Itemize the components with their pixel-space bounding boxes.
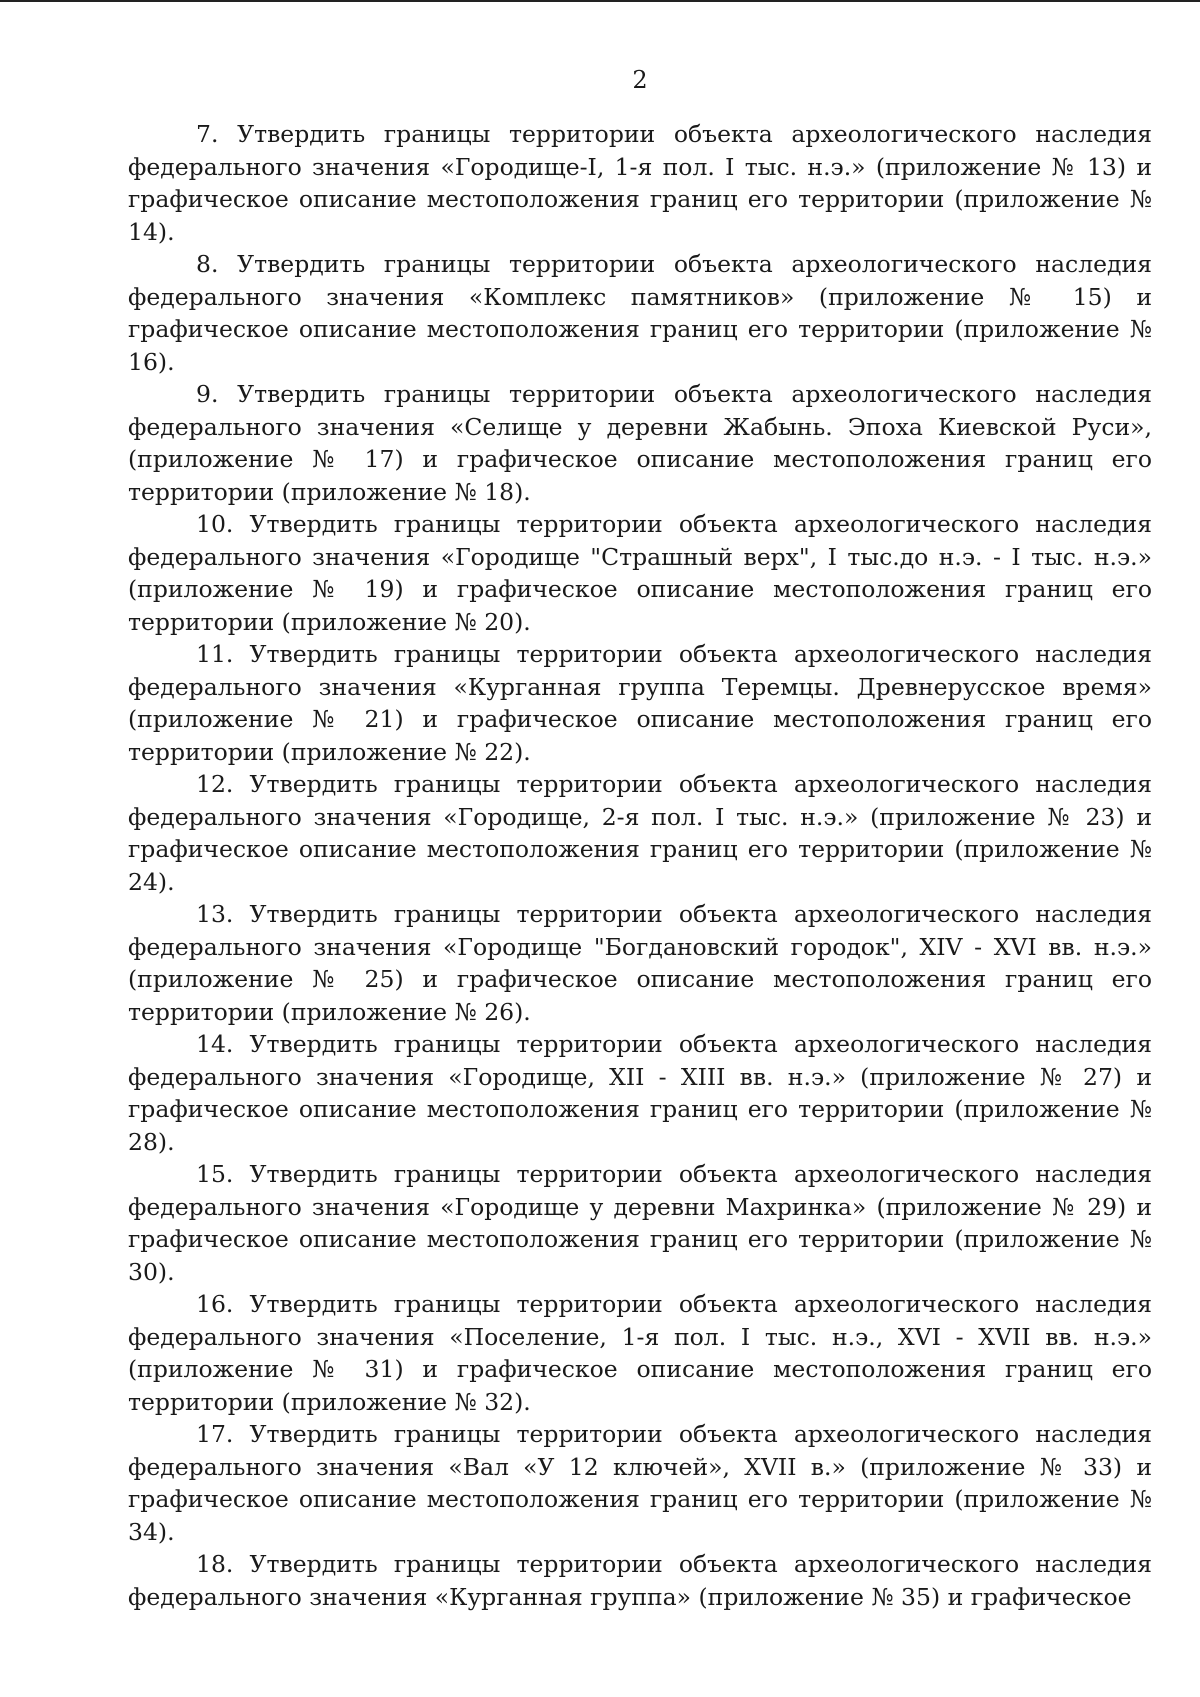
- paragraph-7: 7. Утвердить границы территории объекта археологического наследия федерального значения «Городище-I, 1-я пол. I тыс. н.э.» (приложение № 13) и графическое описание местоположения границ его территории (приложение № 14).: [128, 120, 1152, 246]
- paragraph-17: 17. Утвердить границы территории объекта археологического наследия федерального значения «Вал «У 12 ключей», XVII в.» (приложение № 33) и графическое описание местоположения границ его территории (приложение № 34).: [128, 1420, 1152, 1546]
- top-edge-line: [0, 0, 1200, 2]
- paragraph-8: 8. Утвердить границы территории объекта археологического наследия федерального значения «Комплекс памятников» (приложение № 15) и графическое описание местоположения границ его территории (приложение № 16).: [128, 250, 1152, 376]
- paragraph-18: 18. Утвердить границы территории объекта археологического наследия федерального значения «Курганная группа» (приложение № 35) и графическое: [128, 1550, 1152, 1611]
- paragraph-9: 9. Утвердить границы территории объекта археологического наследия федерального значения «Селище у деревни Жабынь. Эпоха Киевской Руси», (приложение № 17) и графическое описание местоположения границ его территории (приложение № 18).: [128, 380, 1152, 506]
- paragraph-16: 16. Утвердить границы территории объекта археологического наследия федерального значения «Поселение, 1-я пол. I тыс. н.э., XVI - XVII вв. н.э.» (приложение № 31) и графическое описание местоположения границ его территории (приложение № 32).: [128, 1290, 1152, 1416]
- document-body: [128, 118, 1152, 1613]
- page-number: 2: [632, 66, 648, 94]
- paragraph-11: 11. Утвердить границы территории объекта археологического наследия федерального значения «Курганная группа Теремцы. Древнерусское время» (приложение № 21) и графическое описание местоположения границ его территории (приложение № 22).: [128, 640, 1152, 766]
- paragraph-15: 15. Утвердить границы территории объекта археологического наследия федерального значения «Городище у деревни Махринка» (приложение № 29) и графическое описание местоположения границ его территории (приложение № 30).: [128, 1160, 1152, 1286]
- paragraph-10: 10. Утвердить границы территории объекта археологического наследия федерального значения «Городище "Страшный верх", I тыс.до н.э. - I тыс. н.э.» (приложение № 19) и графическое описание местоположения границ его территории (приложение № 20).: [128, 510, 1152, 636]
- paragraph-12: 12. Утвердить границы территории объекта археологического наследия федерального значения «Городище, 2-я пол. I тыс. н.э.» (приложение № 23) и графическое описание местоположения границ его территории (приложение № 24).: [128, 770, 1152, 896]
- paragraph-14: 14. Утвердить границы территории объекта археологического наследия федерального значения «Городище, XII - XIII вв. н.э.» (приложение № 27) и графическое описание местоположения границ его территории (приложение № 28).: [128, 1030, 1152, 1156]
- paragraph-13: 13. Утвердить границы территории объекта археологического наследия федерального значения «Городище "Богдановский городок", XIV - XVI вв. н.э.» (приложение № 25) и графическое описание местоположения границ его территории (приложение № 26).: [128, 900, 1152, 1026]
